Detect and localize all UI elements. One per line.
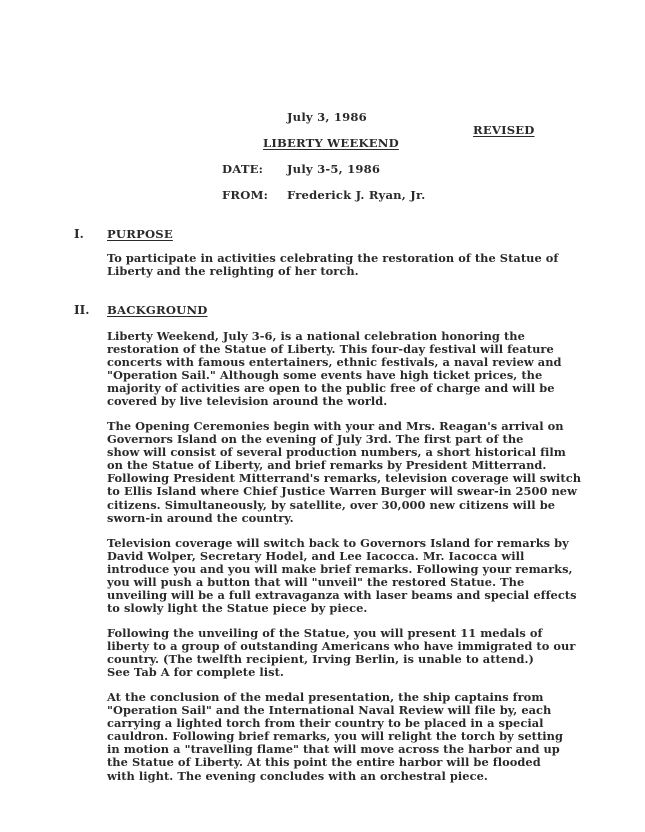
purpose-paragraph [107,252,577,278]
text-line: in motion a "travelling flame" that will move across the harbor and up [107,742,560,757]
text-line: See Tab A for complete list. [107,665,284,680]
text-line: restoration of the Statue of Liberty. This four-day festival will feature [107,342,554,357]
text-line: Television coverage will switch back to Governors Island for remarks by [107,536,569,550]
section-heading-background: BACKGROUND [107,303,208,317]
text-line: on the Statue of Liberty, and brief remarks by President Mitterrand. [107,458,547,473]
background-paragraph-3 [107,537,577,616]
background-paragraph-2 [107,419,582,525]
background-paragraph-5 [107,691,577,783]
text-line: you will push a button that will "unveil" the restored Statue. The [107,575,525,590]
text-line: unveiling will be a full extravaganza with laser beams and special effects [107,588,577,603]
section-numeral-purpose: I. [74,227,84,241]
text-line: majority of activities are open to the public free of charge and will be [107,381,555,396]
text-line: sworn-in around the country. [107,510,294,525]
text-line: "Operation Sail" and the International Naval Review will file by, each [107,703,552,718]
text-line: introduce you and you will make brief remarks. Following your remarks, [107,562,573,577]
background-paragraph-4 [107,627,577,679]
date-label: DATE: [222,162,264,176]
memo-date-line: July 3, 1986 [287,110,367,124]
text-line: Liberty and the relighting of her torch. [107,264,359,279]
text-line: concerts with famous entertainers, ethnic festivals, a naval review and [107,355,562,370]
text-line: liberty to a group of outstanding Americans who have immigrated to our [107,639,576,654]
text-line: Governors Island on the evening of July 3rd. The first part of the [107,432,524,447]
date-value: July 3-5, 1986 [287,162,381,176]
text-line: Following the unveiling of the Statue, you will present 11 medals of [107,626,543,640]
text-line: carrying a lighted torch from their country to be placed in a special [107,716,544,731]
background-paragraph-1 [107,330,577,409]
text-line: At the conclusion of the medal presentation, the ship captains from [107,690,544,704]
text-line: with light. The evening concludes with an orchestral piece. [107,768,488,783]
text-line: Following President Mitterrand's remarks, television coverage will switch [107,471,582,486]
text-line: Liberty Weekend, July 3-6, is a national celebration honoring the [107,329,525,343]
text-line: citizens. Simultaneously, by satellite, over 30,000 new citizens will be [107,497,556,512]
text-line: To participate in activities celebrating the restoration of the Statue of [107,251,559,265]
from-value: Frederick J. Ryan, Jr. [287,188,426,202]
text-line: to slowly light the Statue piece by piece. [107,601,368,616]
text-line: covered by live television around the world. [107,394,388,409]
text-line: cauldron. Following brief remarks, you will relight the torch by setting [107,729,563,744]
revised-mark: REVISED [473,123,535,137]
text-line: The Opening Ceremonies begin with your and Mrs. Reagan's arrival on [107,419,564,433]
text-line: show will consist of several production numbers, a short historical film [107,445,566,460]
text-line: David Wolper, Secretary Hodel, and Lee Iacocca. Mr. Iacocca will [107,549,525,564]
memo-title: LIBERTY WEEKEND [263,136,399,150]
text-line: country. (The twelfth recipient, Irving Berlin, is unable to attend.) [107,652,534,667]
text-line: to Ellis Island where Chief Justice Warren Burger will swear-in 2500 new [107,484,577,499]
section-numeral-background: II. [74,303,90,317]
section-heading-purpose: PURPOSE [107,227,173,241]
text-line: the Statue of Liberty. At this point the entire harbor will be flooded [107,755,541,770]
from-label: FROM: [222,188,269,202]
text-line: "Operation Sail." Although some events have high ticket prices, the [107,368,543,383]
